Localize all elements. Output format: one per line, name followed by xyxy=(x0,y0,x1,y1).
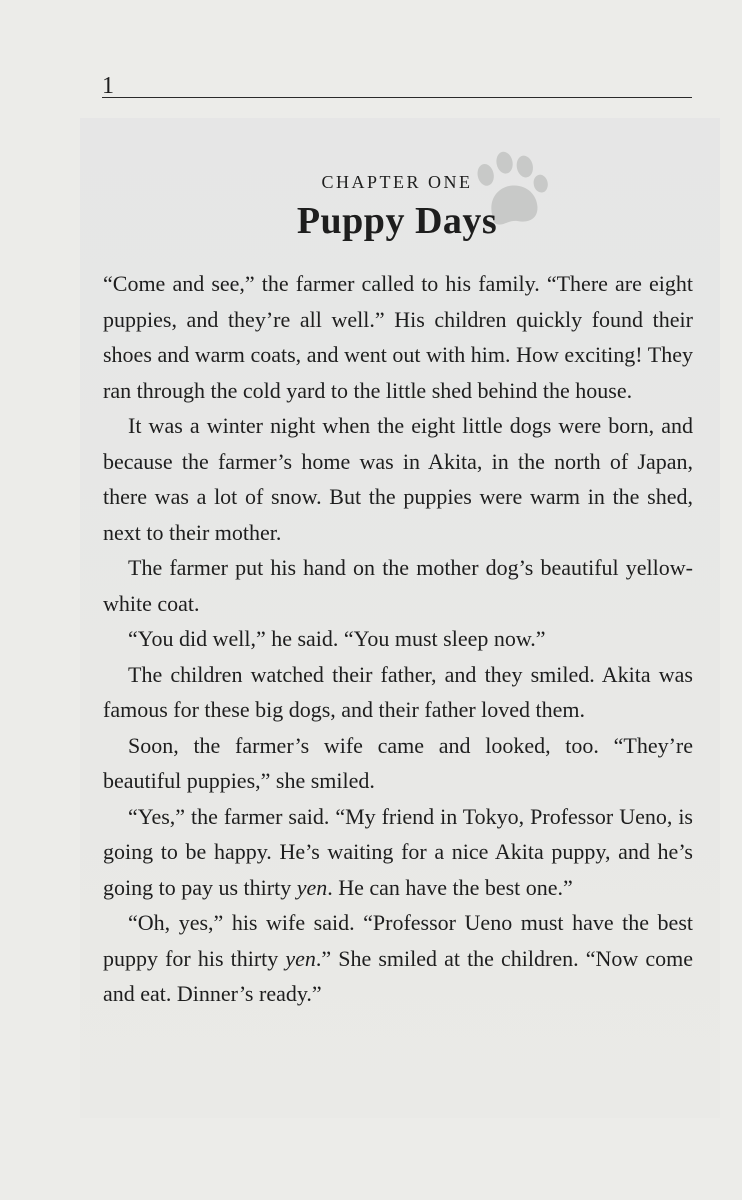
paragraph-text: It was a winter night when the eight little dogs were born, and because the farmer’s home was in Akita, in the north of Japan, there was a lot of snow. But the puppies were warm in the shed, next to their mother. xyxy=(103,413,693,545)
paragraph xyxy=(103,266,693,408)
chapter-title: Puppy Days xyxy=(296,200,498,242)
body-text xyxy=(103,266,693,1012)
paragraph xyxy=(103,728,693,799)
paragraph-text: The farmer put his hand on the mother dog’s beautiful yellow-white coat. xyxy=(103,555,693,616)
paragraph-text: The children watched their father, and they smiled. Akita was famous for these big dogs, and their father loved them. xyxy=(103,661,693,722)
paragraph-text: . He can have the best one.” xyxy=(327,874,573,900)
paragraph xyxy=(103,621,693,657)
paragraph xyxy=(103,799,693,906)
page-number: 1 xyxy=(102,73,114,99)
paragraph-text: “Oh, yes,” his wife said. “Professor Ueno must have the best puppy for his thirty xyxy=(103,910,693,971)
header-rule xyxy=(102,97,692,98)
paragraph-text: Soon, the farmer’s wife came and looked, too. “They’re beautiful puppies,” she smiled. xyxy=(103,732,693,793)
paragraph xyxy=(103,657,693,728)
paragraph xyxy=(103,905,693,1012)
paragraph xyxy=(103,408,693,550)
paragraph-text: “Yes,” the farmer said. “My friend in Tokyo, Professor Ueno, is going to be happy. He’s waiting for a nice Akita puppy, and he’s going to pay us thirty xyxy=(103,803,693,900)
paragraph-text: “You did well,” he said. “You must sleep now.” xyxy=(128,626,546,651)
italic-word: yen xyxy=(285,945,316,971)
paragraph xyxy=(103,550,693,621)
paragraph-text: “Come and see,” the farmer called to his family. “There are eight puppies, and they’re all well.” His children quickly found their shoes and warm coats, and went out with him. How exciting! They ran through the cold yard to the little shed behind the house. xyxy=(103,271,693,403)
paragraph-text: .” She smiled at the children. “Now come and eat. Dinner’s ready.” xyxy=(103,945,693,1006)
italic-word: yen xyxy=(296,874,328,900)
chapter-label: CHAPTER ONE xyxy=(321,172,473,192)
